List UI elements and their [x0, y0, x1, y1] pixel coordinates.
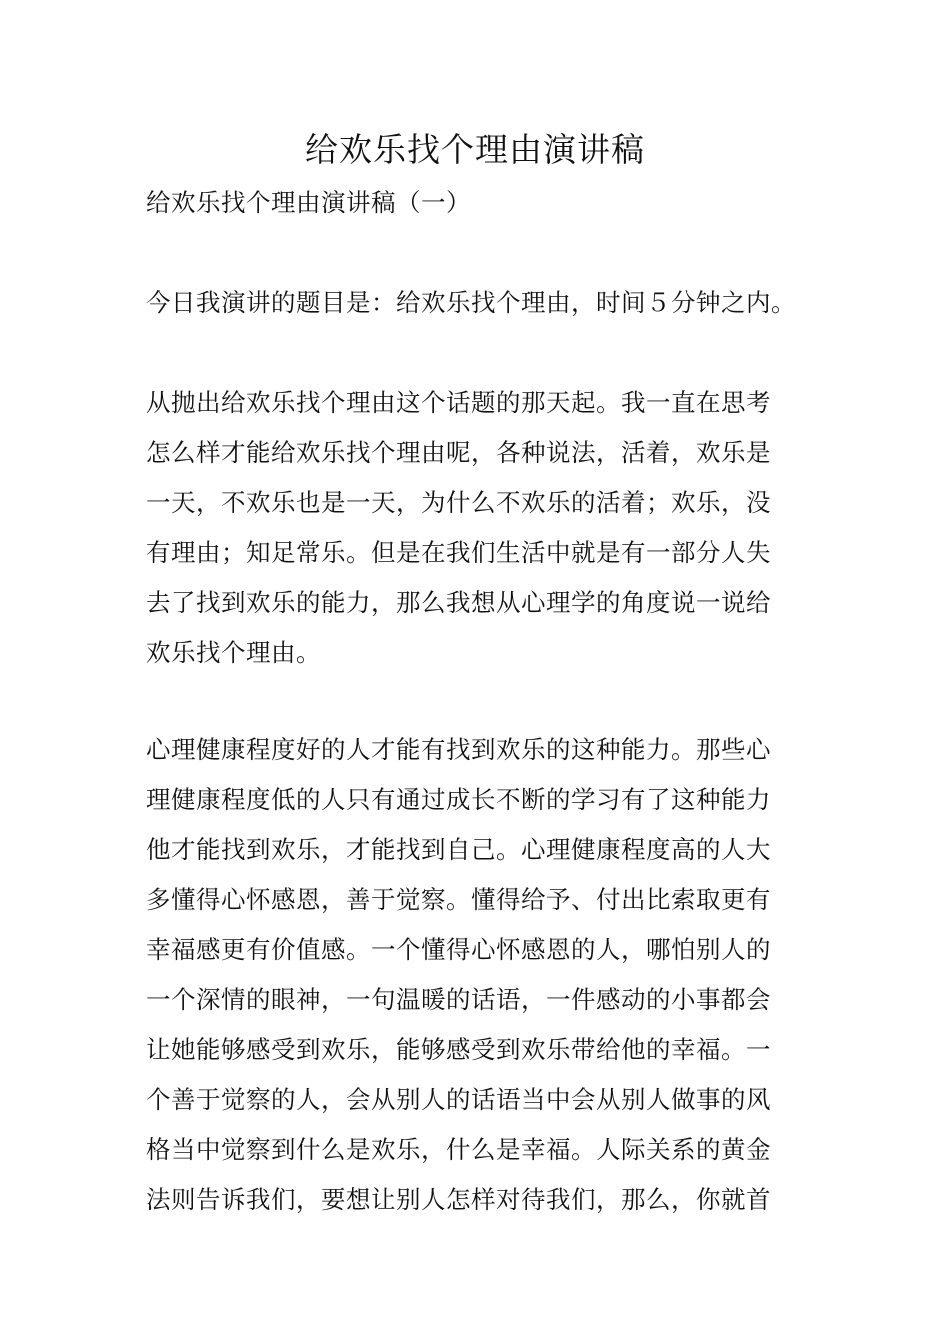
paragraph-line: 法则告诉我们，要想让别人怎样对待我们，那么，你就首	[146, 1185, 771, 1214]
paragraph-line: 格当中觉察到什么是欢乐，什么是幸福。人际关系的黄金	[146, 1135, 771, 1164]
paragraph-line: 今日我演讲的题目是：给欢乐找个理由，时间５分钟之内。	[146, 288, 796, 317]
paragraph-line: 他才能找到欢乐，才能找到自己。心理健康程度高的人大	[146, 835, 771, 864]
document-title: 给欢乐找个理由演讲稿	[305, 130, 645, 169]
document-subtitle	[146, 178, 808, 228]
paragraph-line: 幸福感更有价值感。一个懂得心怀感恩的人，哪怕别人的	[146, 935, 771, 964]
paragraph-line: 从抛出给欢乐找个理由这个话题的那天起。我一直在思考	[146, 388, 771, 417]
paragraph-line: 一天，不欢乐也是一天，为什么不欢乐的活着；欢乐，没	[146, 488, 771, 517]
paragraph-line: 有理由；知足常乐。但是在我们生活中就是有一部分人失	[146, 538, 771, 567]
paragraph-1	[146, 278, 808, 328]
paragraph-line: 个善于觉察的人，会从别人的话语当中会从别人做事的风	[146, 1085, 771, 1114]
paragraph-line: 一个深情的眼神，一句温暖的话语，一件感动的小事都会	[146, 985, 771, 1014]
paragraph-2	[146, 378, 808, 678]
paragraph-line: 去了找到欢乐的能力，那么我想从心理学的角度说一说给	[146, 588, 771, 617]
paragraph-line: 让她能够感受到欢乐，能够感受到欢乐带给他的幸福。一	[146, 1035, 771, 1064]
paragraph-line: 理健康程度低的人只有通过成长不断的学习有了这种能力	[146, 785, 771, 814]
paragraph-line: 多懂得心怀感恩，善于觉察。懂得给予、付出比索取更有	[146, 885, 771, 914]
paragraph-line: 心理健康程度好的人才能有找到欢乐的这种能力。那些心	[146, 735, 771, 764]
paragraph-line: 欢乐找个理由。	[146, 638, 321, 667]
paragraph-3	[146, 725, 808, 1225]
paragraph-line: 怎么样才能给欢乐找个理由呢，各种说法，活着，欢乐是	[146, 438, 771, 467]
subtitle-line: 给欢乐找个理由演讲稿（一）	[146, 188, 471, 217]
